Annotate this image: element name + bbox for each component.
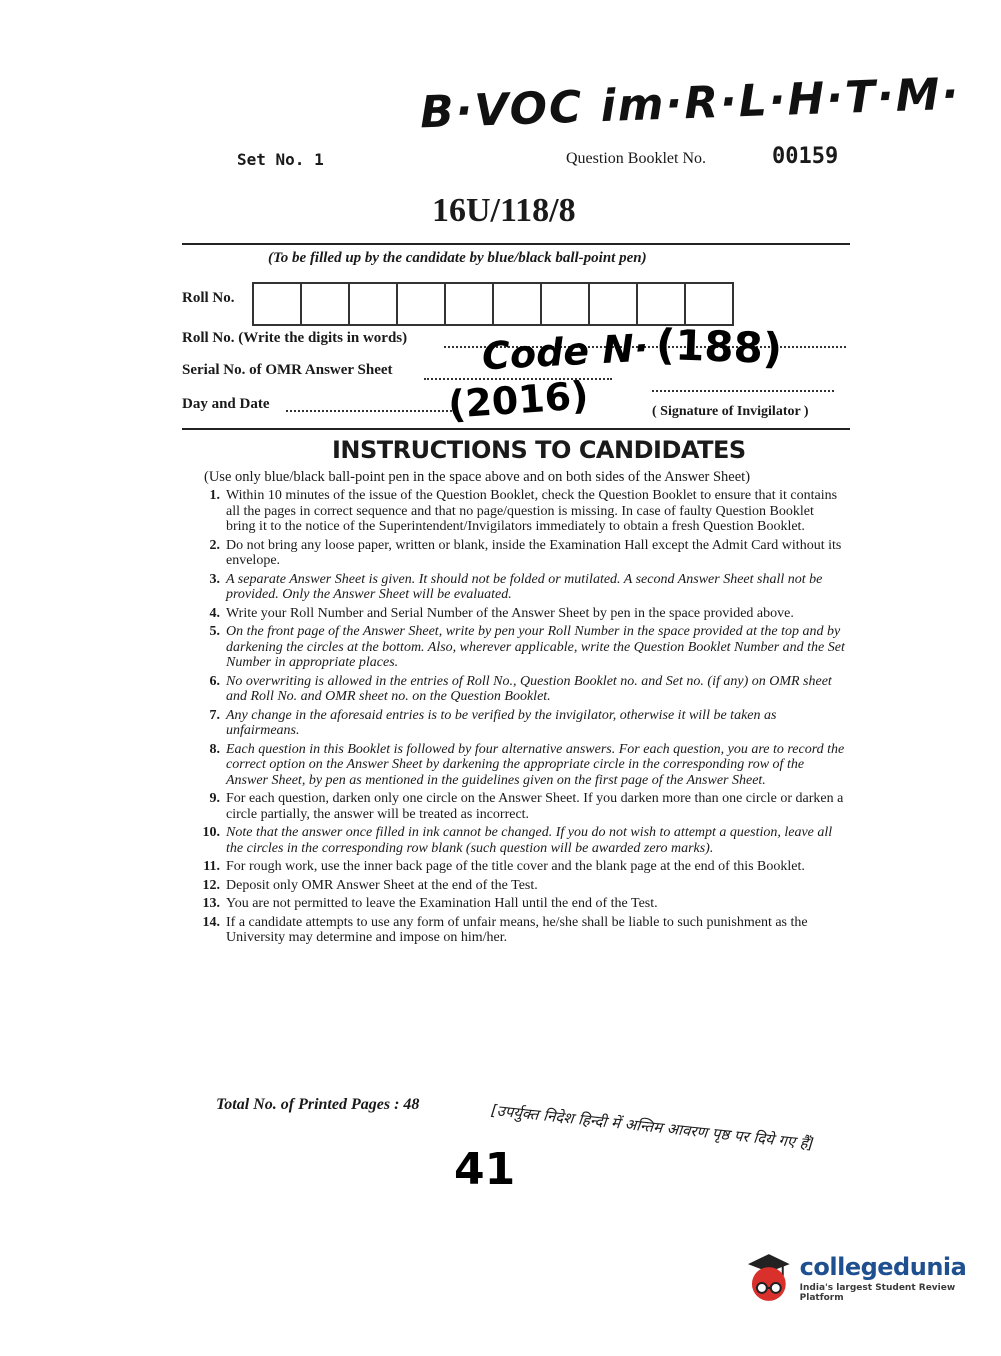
instruction-item: 10. Note that the answer once filled in ink cannot be changed. If you do not wish to attempt a question, leave all the circles in the corresponding row blank (such question will be awarded zero marks).	[202, 825, 833, 856]
question-booklet-number: 00159	[772, 144, 839, 169]
instruction-item: 13. You are not permitted to leave the Examination Hall until the end of the Test.	[202, 896, 658, 911]
set-number: Set No. 1	[237, 150, 324, 169]
instruction-item: 11. For rough work, use the inner back page of the title cover and the blank page at the end of this Booklet.	[203, 859, 805, 874]
instruction-item: 12. Deposit only OMR Answer Sheet at the end of the Test.	[202, 877, 538, 893]
roll-digit-box[interactable]	[686, 284, 732, 324]
instructions-list	[196, 488, 846, 949]
instruction-item: 3. A separate Answer Sheet is given. It should not be folded or mutilated. A second Answer Sheet shall not be provided. Only the Answer Sheet will be evaluated.	[209, 571, 823, 602]
day-date-line[interactable]	[286, 410, 452, 412]
mascot-logo-icon	[742, 1250, 796, 1306]
pen-use-note: (Use only blue/black ball-point pen in the space above and on both sides of the Answer Sheet)	[204, 469, 751, 485]
roll-digit-box[interactable]	[350, 284, 398, 324]
roll-digit-box[interactable]	[542, 284, 590, 324]
question-booklet-label: Question Booklet No.	[566, 150, 706, 167]
instruction-item: 7. Any change in the aforesaid entries is to be verified by the invigilator, otherwise it will be taken as unfairmeans.	[209, 707, 777, 738]
collegedunia-watermark	[742, 1250, 1001, 1306]
roll-digit-box[interactable]	[446, 284, 494, 324]
roll-digit-box[interactable]	[494, 284, 542, 324]
serial-label: Serial No. of OMR Answer Sheet	[182, 362, 393, 378]
roll-digit-box[interactable]	[302, 284, 350, 324]
top-rule	[182, 243, 850, 245]
roll-digit-box[interactable]	[590, 284, 638, 324]
roll-digit-box[interactable]	[638, 284, 686, 324]
paper-code: 16U/118/8	[432, 192, 576, 229]
instruction-item: 6. No overwriting is allowed in the entries of Roll No., Question Booklet no. and Set no. (if any) on OMR sheet and Roll No. and OMR sheet no. on the Question Booklet.	[209, 673, 832, 704]
instruction-item: 1. Within 10 minutes of the issue of the Question Booklet, check the Question Booklet to ensure that it contains all the pages in correct sequence and that no page/question is missing. In case of faulty Question Booklet bring it to the notice of the Superintendent/Invigilators immediately to obtain a fresh Question Booklet.	[209, 488, 838, 534]
handwritten-page-number: 41	[454, 1144, 516, 1195]
instructions-heading: INSTRUCTIONS TO CANDIDATES	[332, 436, 746, 464]
instruction-item: 8. Each question in this Booklet is followed by four alternative answers. For each question, you are to record the correct option on the Answer Sheet by darkening the appropriate circle in the corresponding row of the Answer Sheet, by pen as mentioned in the guidelines given on the first page of the Answer Sheet.	[209, 741, 845, 788]
brand-tagline: India's largest Student Review Platform	[799, 1283, 956, 1303]
instruction-item: 9. For each question, darken only one circle on the Answer Sheet. If you darken more than one circle or darken a circle partially, the answer will be treated as incorrect.	[209, 791, 844, 822]
brand-name: collegedunia	[799, 1253, 967, 1281]
instruction-item: 14. If a candidate attempts to use any form of unfair means, he/she shall be liable to such punishment as the University may determine and impose on him/her.	[202, 914, 808, 945]
instruction-item: 4. Write your Roll Number and Serial Number of the Answer Sheet by pen in the space provided above.	[209, 605, 794, 621]
signature-label: ( Signature of Invigilator )	[652, 404, 809, 419]
form-bottom-rule	[182, 428, 850, 430]
total-printed-pages: Total No. of Printed Pages : 48	[216, 1096, 420, 1113]
hindi-instruction-note: [उपर्युक्त निदेश हिन्दी में अन्तिम आवरण पृष्ठ पर दिये गए हैं]	[490, 1100, 815, 1153]
fill-note: (To be filled up by the candidate by blue/black ball-point pen)	[268, 250, 647, 266]
day-date-label: Day and Date	[182, 396, 270, 412]
roll-no-label: Roll No.	[182, 290, 235, 306]
roll-words-label: Roll No. (Write the digits in words)	[182, 330, 408, 346]
instruction-item: 5. On the front page of the Answer Sheet, write by pen your Roll Number in the space provided at the top and by darkening the circles at the bottom. Also, wherever applicable, write the Question Booklet Number and the Set Number in appropriate places.	[209, 624, 845, 670]
handwritten-year: (2016)	[446, 373, 590, 427]
roll-digit-box[interactable]	[398, 284, 446, 324]
signature-line[interactable]	[652, 390, 834, 392]
handwritten-course-title: B·VOC im·R·L·H·T·M·	[419, 68, 962, 139]
instruction-item: 2. Do not bring any loose paper, written or blank, inside the Examination Hall except the Admit Card without its envelope.	[209, 537, 842, 568]
handwritten-code-label: Code N·	[480, 325, 650, 379]
roll-digit-box[interactable]	[254, 284, 302, 324]
handwritten-code-number: (188)	[655, 319, 783, 374]
